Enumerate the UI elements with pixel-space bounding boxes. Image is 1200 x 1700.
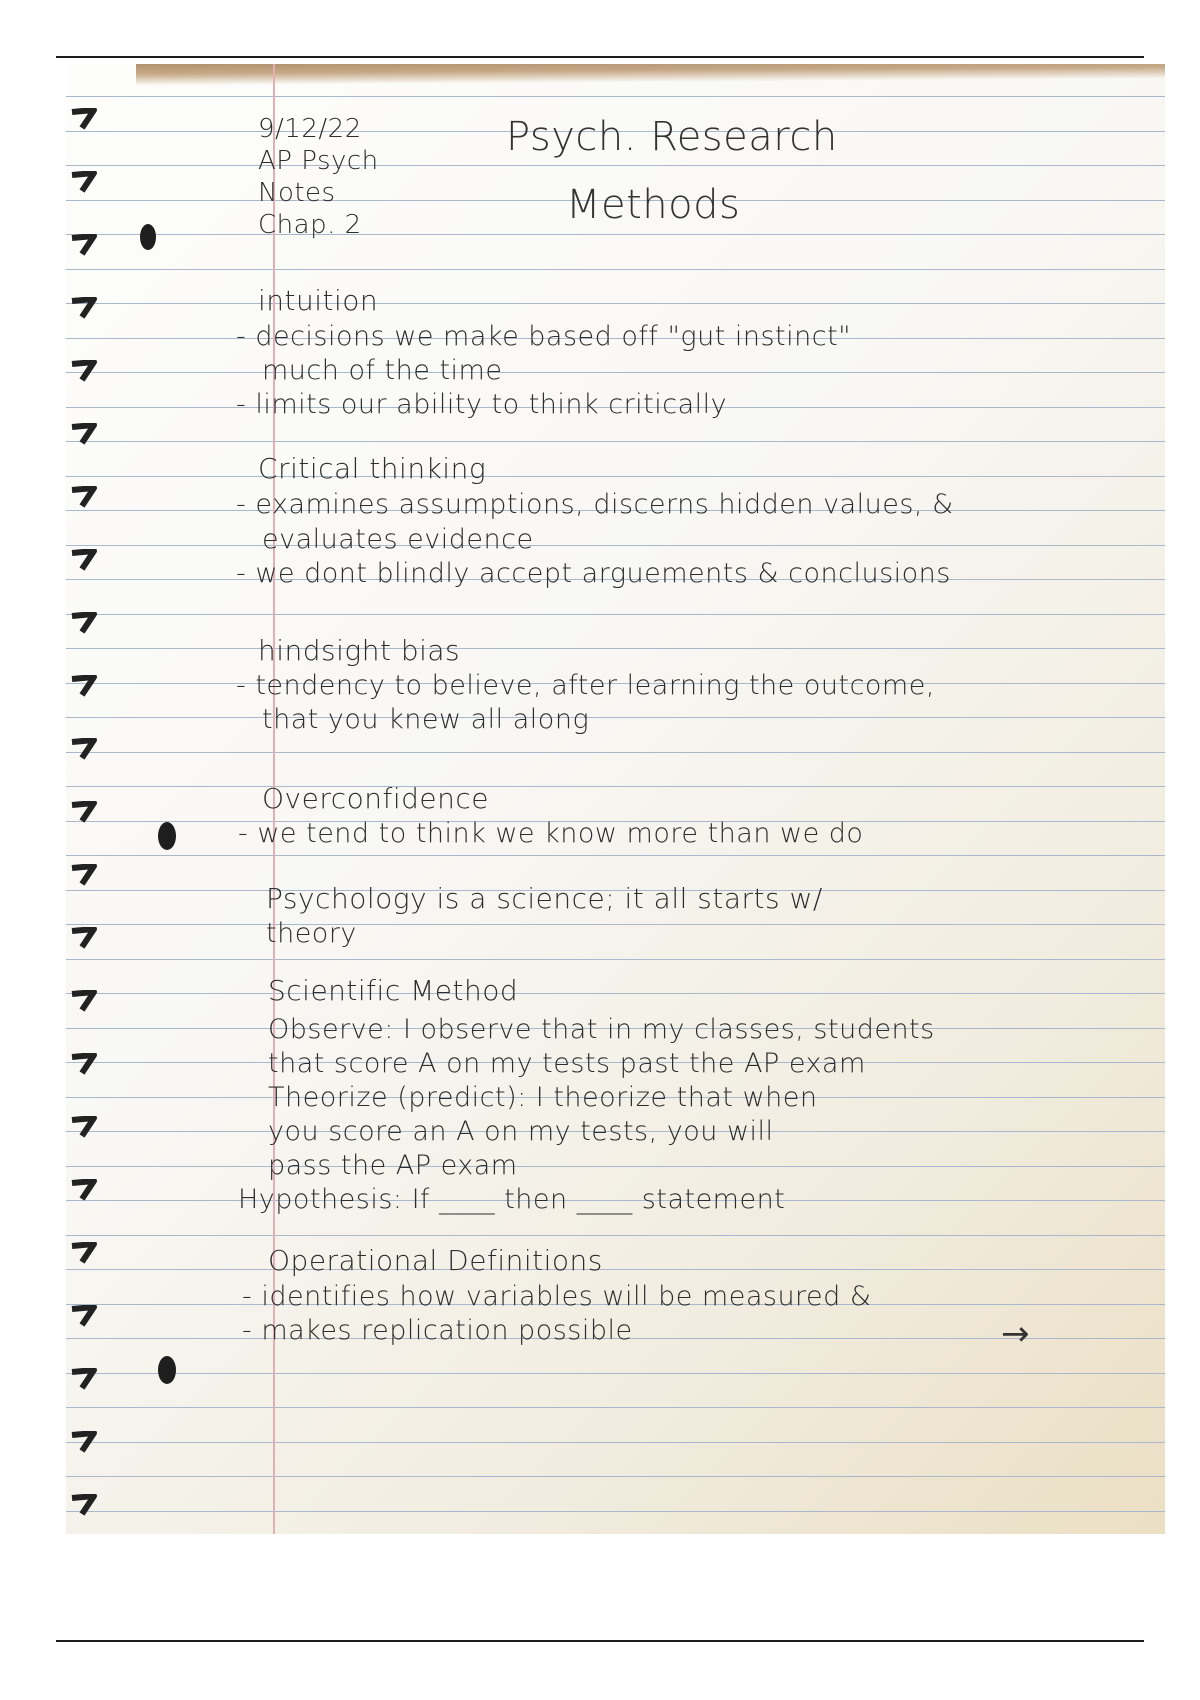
top-rule [56, 56, 1144, 58]
spiral-coil-icon [70, 360, 98, 382]
notebook-photo [66, 64, 1165, 1534]
ruled-line [66, 1476, 1165, 1477]
section-heading: intuition [258, 284, 379, 317]
ruled-line [66, 234, 1165, 235]
note-line: that score A on my tests past the AP exam [268, 1048, 866, 1079]
ruled-line [66, 96, 1165, 97]
note-line: Observe: I observe that in my classes, students [268, 1014, 935, 1045]
spiral-coil-icon [70, 1305, 98, 1327]
ruled-line [66, 786, 1165, 787]
ruled-line [66, 1235, 1165, 1236]
spiral-coil-icon [70, 801, 98, 823]
punch-hole [140, 224, 156, 250]
section-heading: hindsight bias [258, 634, 461, 667]
section-heading: Psychology is a science; it all starts w/ [266, 882, 823, 915]
paper-edge [136, 64, 1165, 86]
ruled-line [66, 1442, 1165, 1443]
spiral-binding [66, 64, 126, 1534]
ruled-line [66, 855, 1165, 856]
ruled-line [66, 614, 1165, 615]
note-line: - limits our ability to think critically [236, 389, 728, 420]
header-notes: Notes [258, 178, 336, 208]
header-chapter: Chap. 2 [258, 210, 362, 240]
spiral-coil-icon [70, 108, 98, 130]
ruled-line [66, 1166, 1165, 1167]
ruled-line [66, 1269, 1165, 1270]
page-title-line1: Psych. Research [506, 114, 838, 160]
ruled-line [66, 924, 1165, 925]
ruled-line [66, 648, 1165, 649]
section-heading: Scientific Method [268, 974, 519, 1007]
ruled-line [66, 752, 1165, 753]
spiral-coil-icon [70, 1179, 98, 1201]
spiral-coil-icon [70, 1431, 98, 1453]
spiral-coil-icon [70, 990, 98, 1012]
note-line: much of the time [262, 355, 503, 386]
spiral-coil-icon [70, 1116, 98, 1138]
spiral-coil-icon [70, 1242, 98, 1264]
page-title-line2: Methods [566, 182, 741, 228]
section-heading: Critical thinking [258, 452, 487, 485]
note-line: that you knew all along [262, 704, 590, 735]
note-line: Theorize (predict): I theorize that when [268, 1082, 818, 1113]
bottom-rule [56, 1640, 1144, 1642]
note-line: - tendency to believe, after learning the outcome, [236, 670, 935, 701]
section-heading: Overconfidence [262, 782, 490, 815]
spiral-coil-icon [70, 1053, 98, 1075]
ruled-line [66, 441, 1165, 442]
spiral-coil-icon [70, 423, 98, 445]
note-line: Hypothesis: If ____ then ____ statement [238, 1184, 786, 1215]
spiral-coil-icon [70, 486, 98, 508]
punch-hole [158, 1356, 176, 1384]
note-line: evaluates evidence [262, 524, 534, 555]
header-course: AP Psych [258, 146, 379, 176]
header-date: 9/12/22 [258, 114, 362, 144]
spiral-coil-icon [70, 738, 98, 760]
spiral-coil-icon [70, 549, 98, 571]
spiral-coil-icon [70, 1494, 98, 1516]
ruled-line [66, 1407, 1165, 1408]
note-line: - decisions we make based off "gut instinct" [236, 321, 852, 352]
note-line: - we dont blindly accept arguements & conclusions [236, 558, 951, 589]
note-line: you score an A on my tests, you will [268, 1116, 774, 1147]
note-line: - we tend to think we know more than we do [238, 818, 864, 849]
spiral-coil-icon [70, 234, 98, 256]
note-line: pass the AP exam [268, 1150, 518, 1181]
ruled-line [66, 303, 1165, 304]
ruled-line [66, 1511, 1165, 1512]
ruled-line [66, 1373, 1165, 1374]
punch-hole [158, 822, 176, 850]
section-heading: Operational Definitions [268, 1244, 603, 1277]
ruled-line [66, 372, 1165, 373]
spiral-coil-icon [70, 675, 98, 697]
ruled-line [66, 476, 1165, 477]
spiral-coil-icon [70, 864, 98, 886]
spiral-coil-icon [70, 927, 98, 949]
note-line: theory [266, 918, 357, 949]
note-line: - examines assumptions, discerns hidden values, & [236, 489, 954, 520]
ruled-line [66, 959, 1165, 960]
ruled-line [66, 269, 1165, 270]
ruled-line [66, 165, 1165, 166]
ruled-line [66, 545, 1165, 546]
arrow-icon: → [1001, 1314, 1030, 1354]
spiral-coil-icon [70, 1368, 98, 1390]
ruled-line [66, 993, 1165, 994]
ruled-line [66, 717, 1165, 718]
note-line: - identifies how variables will be measured & [242, 1281, 872, 1312]
spiral-coil-icon [70, 612, 98, 634]
spiral-coil-icon [70, 171, 98, 193]
note-line: - makes replication possible [242, 1315, 633, 1346]
spiral-coil-icon [70, 297, 98, 319]
